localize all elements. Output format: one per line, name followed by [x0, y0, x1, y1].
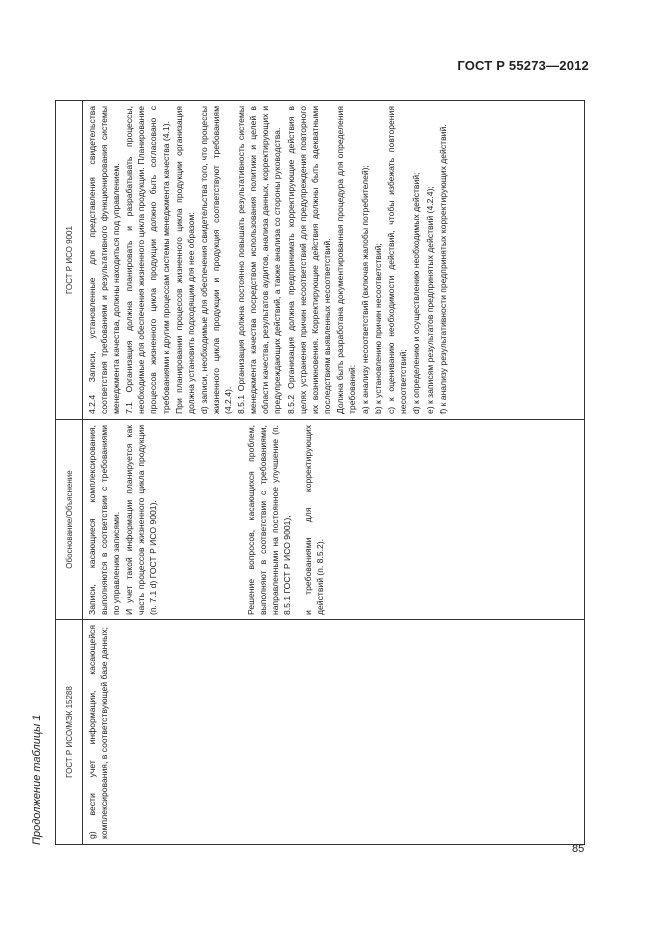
iso9001-p11: d) к определению и осуществлению необходимых действий;	[411, 172, 422, 414]
justification-p3: Решение вопросов, касающихся проблем, выполняют в соответствии с требованиями, направленными на постоянное улучшение (п. 8.5.1 ГОСТ Р ИСО 9001),	[245, 425, 292, 615]
column-justification	[83, 419, 584, 619]
table-caption: Продолжение таблицы 1	[31, 714, 43, 845]
justification-p4: и требованиями для корректирующих действий (п. 8.5.2).	[302, 425, 326, 615]
iso9001-p1: 4.2.4 Записи, установленные для представления свидетельства соответствия требованиям и результативного функционирования системы менеджмента качества, должны находиться под управлением.	[87, 106, 122, 414]
iso9001-p13: f) к анализу результативности предпринятых корректирующих действий.	[437, 124, 448, 414]
column-header-justification: Обоснование/Объяснение	[56, 419, 82, 619]
iso9001-p2: 7.1 Организация должна планировать и разрабатывать процессы, необходимые для обеспечения жизненного цикла продукции. Планирование процессов жизненного цикла продукции должно быть согласовано с требованиями к другим процессам системы менеджмента качества (4.1).	[124, 106, 171, 414]
column-9001	[83, 101, 584, 419]
iso9001-p7: Должна быть разработана документированная процедура для определения требований:	[334, 106, 357, 414]
iso9001-p9: b) к установлению причин несоответствий;	[373, 243, 384, 414]
rotated-table-area	[31, 100, 585, 845]
cell-15288-text: g) вести учет информации, касающейся комплексирования, в соответствующей базе данных;	[87, 625, 110, 839]
iso9001-p6: 8.5.2 Организация должна предпринимать корректирующие действия в целях устранения причин несоответствий для предупреждения повторного их возникновения. Корректирующие действия должны быть адекватными последствиям выявленных несоответствий.	[285, 106, 332, 414]
justification-p1: Записи, касающиеся комплексирования, выполняются в соответствии с требованиями по управлению записями.	[87, 425, 122, 615]
iso9001-p5: 8.5.1 Организация должна постоянно повышать результативность системы менеджмента качества посредством использования политики и целей в области качества, результатов аудитов, анализа данных, корректирующих и предупреждающих действий, а также анализа со стороны руководства.	[236, 106, 283, 414]
column-15288	[83, 619, 584, 844]
column-header-9001: ГОСТ Р ИСО 9001	[64, 226, 74, 294]
comparison-table	[55, 100, 585, 845]
column-header-15288: ГОСТ Р ИСО/МЭК 15288	[56, 619, 82, 844]
iso9001-p10: c) к оцениванию необходимости действий, чтобы избежать повторения несоответствий;	[386, 106, 409, 414]
table-header-row	[56, 101, 83, 844]
iso9001-p4: d) записи, необходимые для обеспечения свидетельства того, что процессы жизненного цикла продукции и продукция соответствуют требованиям (4.2.4).	[198, 106, 234, 414]
page-number: 85	[572, 843, 585, 855]
iso9001-p3: При планировании процессов жизненного цикла продукции организация должна установить подходящим для нее образом:	[173, 106, 196, 414]
standard-header: ГОСТ Р 55273—2012	[457, 58, 589, 73]
iso9001-p12: e) к записям результатов предпринятых действий (4.2.4);	[424, 186, 435, 414]
table-body	[83, 101, 584, 844]
justification-p2: И учет такой информации планируется как часть процессов жизненного цикла продукции (п. 7.1 d) ГОСТ Р ИСО 9001).	[124, 425, 159, 615]
iso9001-p8: a) к анализу несоответствий (включая жалобы потребителей);	[360, 165, 371, 414]
